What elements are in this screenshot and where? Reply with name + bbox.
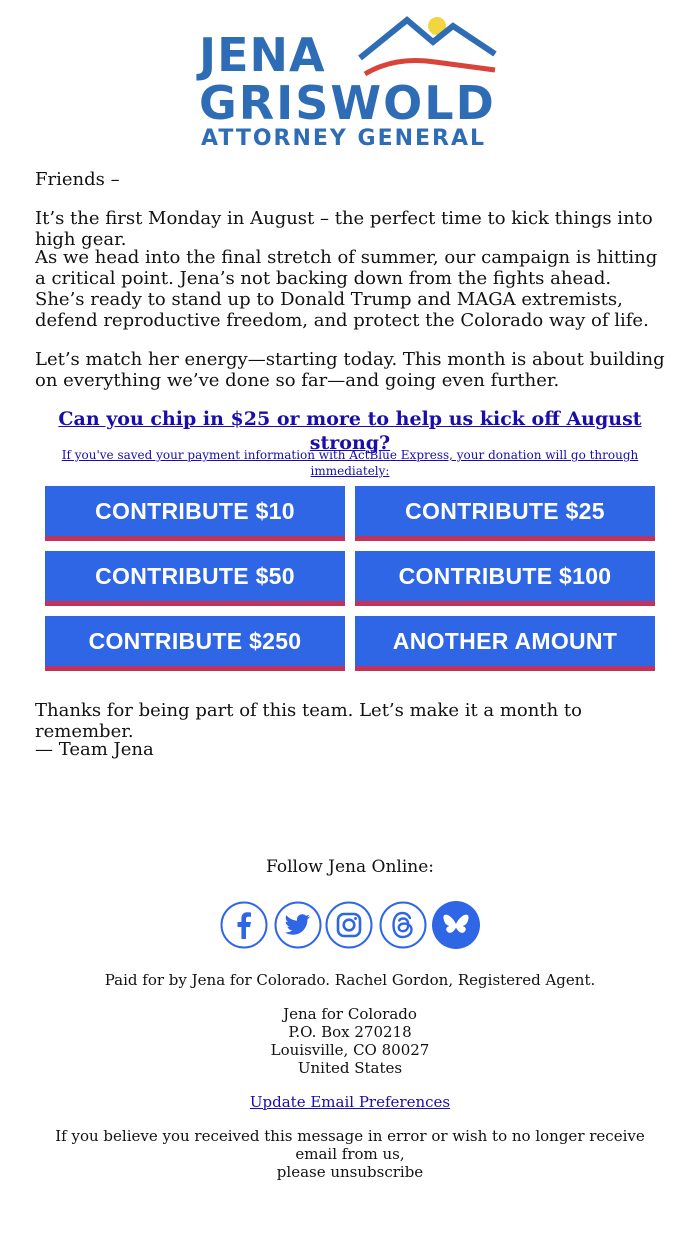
contribute-100-button[interactable]: CONTRIBUTE $100 — [355, 551, 655, 606]
address-country: United States — [297, 1059, 403, 1077]
follow-heading: Follow Jena Online: — [265, 857, 435, 877]
address-city: Louisville, CO 80027 — [270, 1041, 430, 1059]
signoff: — Team Jena — [35, 739, 154, 760]
mountain-logo-icon — [355, 12, 505, 82]
instagram-icon[interactable] — [325, 901, 373, 949]
unsubscribe-text: If you believe you received this message in error or wish to no longer receive email from us, — [55, 1127, 645, 1163]
thanks-text: Thanks for being part of this team. Let’s make it a month to remember. — [35, 700, 582, 742]
mailing-address — [35, 1005, 665, 1077]
greeting: Friends – — [35, 169, 120, 190]
logo-line-title: ATTORNEY GENERAL — [201, 126, 487, 151]
paragraph-3: Let’s match her energy—starting today. This month is about building on everything we’ve done so far—and going even further. — [35, 349, 665, 391]
facebook-icon[interactable] — [220, 901, 268, 949]
unsubscribe-link[interactable]: please unsubscribe — [276, 1163, 424, 1181]
twitter-icon[interactable] — [274, 901, 322, 949]
logo-line-jena: JENA — [199, 28, 326, 82]
logo-line-griswold: GRISWOLD — [199, 76, 496, 130]
contribute-25-button[interactable]: CONTRIBUTE $25 — [355, 486, 655, 541]
another-amount-button[interactable]: ANOTHER AMOUNT — [355, 616, 655, 671]
paragraph-1: It’s the first Monday in August – the perfect time to kick things into high gear. — [35, 208, 653, 250]
address-po-box: P.O. Box 270218 — [288, 1023, 412, 1041]
address-name: Jena for Colorado — [283, 1005, 417, 1023]
bluesky-icon[interactable] — [432, 901, 480, 949]
campaign-logo — [195, 12, 505, 157]
paragraph-2: As we head into the final stretch of summer, our campaign is hitting a critical point. Jena’s not backing down from the fights ahead. She’s ready to stand up to Donald Trump and MAGA extremists, defend reproductive freedom, and protect the Colorado way of life. — [35, 247, 658, 331]
actblue-note — [35, 447, 665, 479]
update-preferences-row — [35, 1093, 665, 1111]
contribute-50-button[interactable]: CONTRIBUTE $50 — [45, 551, 345, 606]
paid-for-disclaimer: Paid for by Jena for Colorado. Rachel Gordon, Registered Agent. — [104, 971, 596, 989]
unsubscribe-notice — [35, 1127, 665, 1181]
donation-ask-link[interactable]: Can you chip in $25 or more to help us kick off August strong? — [58, 408, 642, 454]
contribute-10-button[interactable]: CONTRIBUTE $10 — [45, 486, 345, 541]
threads-icon[interactable] — [379, 901, 427, 949]
contribute-250-button[interactable]: CONTRIBUTE $250 — [45, 616, 345, 671]
actblue-note-link[interactable]: If you've saved your payment information with ActBlue Express, your donation will go through immediately: — [61, 448, 639, 478]
update-email-preferences-link[interactable]: Update Email Preferences — [249, 1093, 451, 1111]
